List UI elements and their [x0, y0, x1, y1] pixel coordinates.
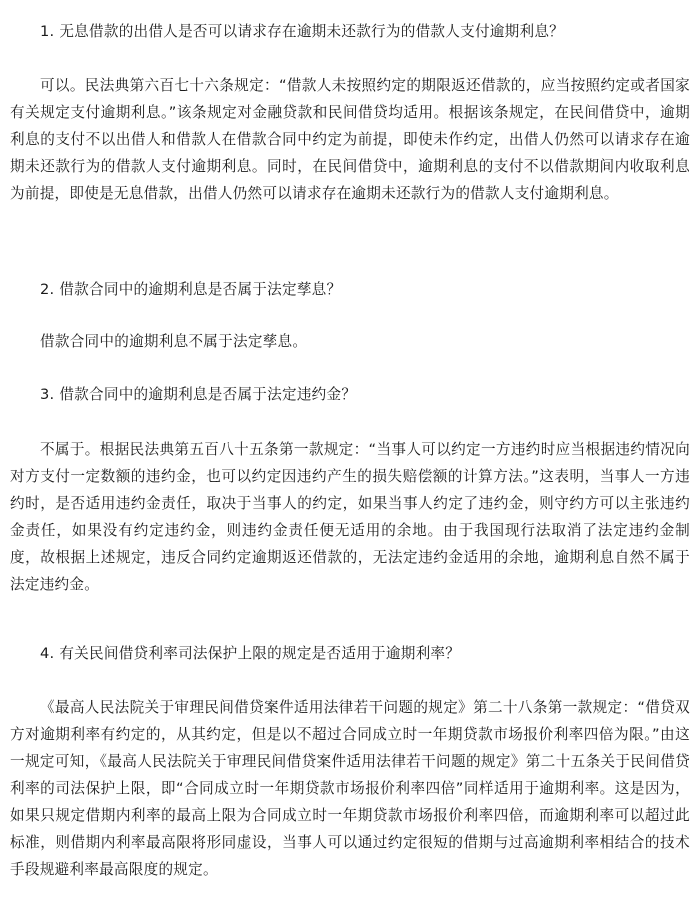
question-1-heading: 1. 无息借款的出借人是否可以请求存在逾期未还款行为的借款人支付逾期利息？ — [40, 23, 565, 40]
answer-3-paragraph: 不属于。根据民法典第五百八十五条第一款规定：“当事人可以约定一方违约时应当根据违约情况向对方支付一定数额的违约金，也可以约定因违约产生的损失赔偿额的计算方法。”这表明，当事人一方违约时，是否适用违约金责任，取决于当事人的约定，如果当事人约定了违约金，则守约方可以主张违约金责任，如果没有约定违约金，则违约金责任便无适用的余地。由于我国现行法取消了法定违约金制度，故根据上述规定，违反合同约定逾期返还借款的，无法定违约金适用的余地，逾期利息自然不属于法定违约金。 — [10, 441, 690, 593]
question-4-heading: 4. 有关民间借贷利率司法保护上限的规定是否适用于逾期利率？ — [40, 645, 461, 662]
question-3-heading: 3. 借款合同中的逾期利息是否属于法定违约金？ — [40, 386, 357, 403]
question-2-heading: 2. 借款合同中的逾期利息是否属于法定孳息？ — [40, 281, 342, 298]
answer-1-paragraph: 可以。民法典第六百七十六条规定：“借款人未按照约定的期限返还借款的，应当按照约定或者国家有关规定支付逾期利息。”该条规定对金融贷款和民间借贷均适用。根据该条规定，在民间借贷中，逾期利息的支付不以出借人和借款人在借款合同中约定为前提，即使未作约定，出借人仍然可以请求存在逾期未还款行为的借款人支付逾期利息。同时，在民间借贷中，逾期利息的支付不以借款期间内收取利息为前提，即使是无息借款，出借人仍然可以请求存在逾期未还款行为的借款人支付逾期利息。 — [10, 77, 690, 202]
answer-2-paragraph: 借款合同中的逾期利息不属于法定孳息。 — [40, 333, 308, 350]
answer-4-paragraph: 《最高人民法院关于审理民间借贷案件适用法律若干问题的规定》第二十八条第一款规定：“借贷双方对逾期利率有约定的，从其约定，但是以不超过合同成立时一年期贷款市场报价利率四倍为限。”由这一规定可知，《最高人民法院关于审理民间借贷案件适用法律若干问题的规定》第二十五条关于民间借贷利率的司法保护上限，即“合同成立时一年期贷款市场报价利率四倍”同样适用于逾期利率。这是因为，如果只规定借期内利率的最高上限为合同成立时一年期贷款市场报价利率四倍，而逾期利率可以超过此标准，则借期内利率最高限将形同虚设，当事人可以通过约定很短的借期与过高逾期利率相结合的技术手段规避利率最高限度的规定。 — [10, 699, 690, 878]
